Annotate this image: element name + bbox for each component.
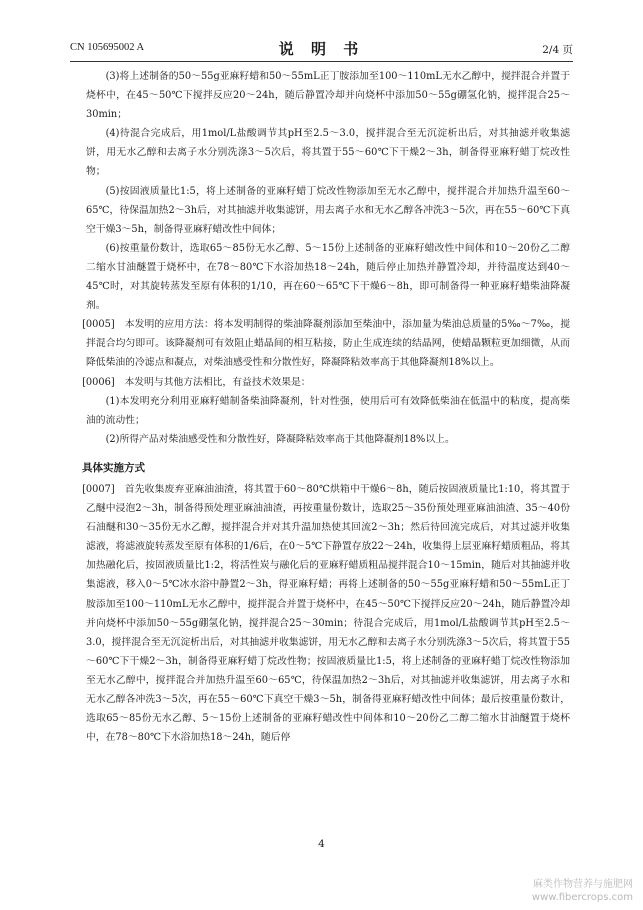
page-number: 4: [318, 838, 325, 850]
document-body: [82, 67, 570, 747]
step-5-paragraph: (5)按固液质量比1:5，将上述制备的亚麻籽蜡丁烷改性物添加至无水乙醇中，搅拌混合并加热升温至60～65℃，待保温加热2～3h后，对其抽滤并收集滤饼，用去离子水和无水乙醇各冲洗3～5次，再在55～60℃下真空干燥3～5h，制备得亚麻籽蜡改性中间体；: [86, 185, 570, 235]
document-title: 说 明 书: [278, 40, 365, 58]
step-6-paragraph: (6)按重量份数计，选取65～85份无水乙醇、5～15份上述制备的亚麻籽蜡改性中间体和10～20份乙二醇二缩水甘油醚置于烧杯中，在78～80℃下水浴加热18～24h，随后停止加热并静置冷却，并待温度达到40～45℃时，对其旋转蒸发至原有体积的1/10，再在60～65℃下干燥6～8h，即可制备得一种亚麻籽蜡柴油降凝剂。: [86, 242, 570, 312]
paragraph-0005: [0005] 本发明的应用方法：将本发明制得的柴油降凝剂添加至柴油中，添加量为柴油总质量的5‰～7‰，搅拌混合均匀即可。该降凝剂可有效阻止蜡晶间的相互粘接，防止生成连续的结晶网，使蜡晶颗粒更加细微，从而降低柴油的冷滤点和凝点，对柴油感受性和分散性好，降凝降粘效率高于其他降凝剂18%以上。: [82, 319, 570, 369]
effect-2-paragraph: (2)所得产品对柴油感受性和分散性好，降凝降粘效率高于其他降凝剂18%以上。: [105, 433, 455, 445]
header-rule: [70, 61, 573, 62]
watermark-line-2: www.fibercrops.com: [531, 892, 633, 903]
paragraph-0007: [0007] 首先收集废弃亚麻油油渣，将其置于60～80℃烘箱中干燥6～8h，随后按固液质量比1:10，将其置于乙醚中浸泡2～3h，制备得预处理亚麻油油渣，再按重量份数计，选取25～35份预处理亚麻油油渣、35～40份石油醚和30～35份无水乙醇，搅拌混合并对其升温加热使其回流2～3h；然后待回流完成后，对其过滤并收集滤液，将滤液旋转蒸发至原有体积的1/6后，在0～5℃下静置存放22～24h，收集得上层亚麻籽蜡质粗品，将其加热融化后，按固液质量比1:2，将活性炭与融化后的亚麻籽蜡质粗品搅拌混合10～15min，随后对其抽滤并收集滤液，移入0～5℃冰水浴中静置2～3h，得亚麻籽蜡；再将上述制备的50～55g亚麻籽蜡和50～55mL正丁胺添加至100～110mL无水乙醇中，搅拌混合并置于烧杯中，在45～50℃下搅拌反应20～24h，随后静置冷却并向烧杯中添加50～55g硼氢化钠，搅拌混合25～30min；待混合完成后，用1mol/L盐酸调节其pH至2.5～3.0，搅拌混合至无沉淀析出后，对其抽滤并收集滤饼，用无水乙醇和去离子水分别洗涤3～5次后，将其置于55～60℃下干燥2～3h，制备得亚麻籽蜡丁烷改性物；按固液质量比1:5，将上述制备的亚麻籽蜡丁烷改性物添加至无水乙醇中，搅拌混合并加热升温至60～65℃，待保温加热2～3h后，对其抽滤并收集滤饼，用去离子水和无水乙醇各冲洗3～5次，再在55～60℃下真空干燥3～5h，制备得亚麻籽蜡改性中间体；最后按重量份数计，选取65～85份无水乙醇、5～15份上述制备的亚麻籽蜡改性中间体和10～20份乙二醇二缩水甘油醚置于烧杯中，在78～80℃下水浴加热18～24h，随后停: [82, 483, 570, 744]
page-indicator: 2/4 页: [542, 44, 573, 56]
section-heading: 具体实施方式: [82, 461, 145, 474]
effect-1-paragraph: (1)本发明充分利用亚麻籽蜡制备柴油降凝剂，针对性强，使用后可有效降低柴油在低温中的粘度，提高柴油的流动性；: [86, 395, 570, 426]
page-header: [70, 38, 573, 58]
watermark: [532, 878, 633, 904]
step-3-paragraph: (3)将上述制备的50～55g亚麻籽蜡和50～55mL正丁胺添加至100～110mL无水乙醇中，搅拌混合并置于烧杯中，在45～50℃下搅拌反应20～24h，随后静置冷却并向烧杯中添加50～55g硼氢化钠，搅拌混合25～30min；: [86, 71, 570, 121]
watermark-line-1: 麻类作物营养与施肥网: [533, 879, 633, 890]
patent-number: CN 105695002 A: [70, 42, 145, 53]
step-4-paragraph: (4)待混合完成后，用1mol/L盐酸调节其pH至2.5～3.0，搅拌混合至无沉淀析出后，对其抽滤并收集滤饼，用无水乙醇和去离子水分别洗涤3～5次后，将其置于55～60℃下干燥2～3h，制备得亚麻籽蜡丁烷改性物；: [86, 128, 570, 178]
paragraph-0006: [0006] 本发明与其他方法相比，有益技术效果是：: [82, 376, 311, 388]
